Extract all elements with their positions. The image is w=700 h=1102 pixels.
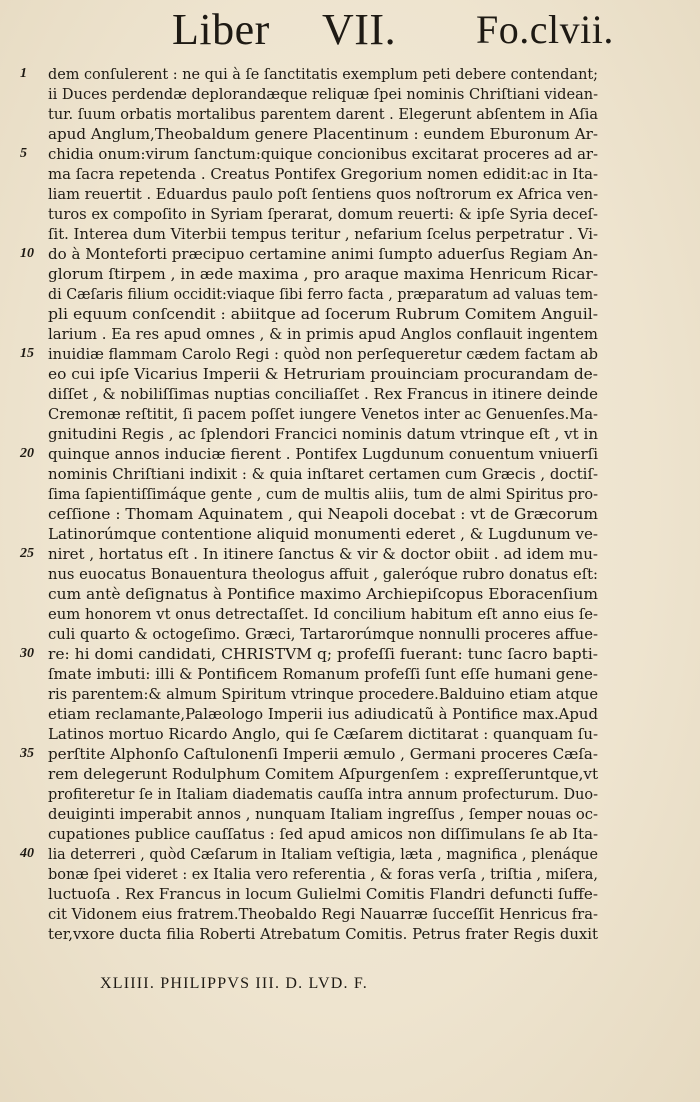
line-number: 1 [20, 66, 27, 81]
header-folio-number: Fo.clvii. [476, 7, 614, 52]
text-line [48, 664, 598, 684]
text-line [48, 704, 598, 724]
line-text: nus euocatus Bonauentura theologus affuit , galeróque rubro donatus eſt: [48, 565, 599, 583]
line-text: ſmate imbuti: illi & Pontificem Romanum profeſſi ſunt eſſe humani gene- [48, 665, 598, 683]
line-text: turos ex compoſito in Syriam ſperarat, domum reuerti: & ipſe Syria deceſ- [48, 205, 598, 223]
header-book-number: VII. [322, 5, 397, 54]
text-line [48, 324, 598, 344]
text-line [20, 64, 599, 84]
text-line [20, 344, 599, 364]
text-line [48, 524, 598, 544]
line-text: luctuoſa . Rex Francus in locum Gulielmi Comitis Flandri defuncti ſuffe- [48, 885, 598, 903]
text-line [48, 304, 598, 324]
line-text: niret , hortatus eſt . In itinere ſanctus & vir & doctor obiit . ad idem mu- [48, 545, 598, 563]
line-text: quinque annos induciæ fierent . Pontifex Lugdunum conuentum vniuerſi [48, 445, 599, 463]
text-line [48, 784, 598, 804]
text-line [48, 904, 598, 924]
line-text: eo cui ipſe Vicarius Imperii & Hetruriam prouinciam procurandam de- [48, 365, 599, 383]
line-number: 40 [20, 846, 34, 861]
line-text: Latinorúmque contentione aliquid monumenti ederet , & Lugdunum ve- [48, 525, 599, 543]
text-line [48, 724, 598, 744]
page-header [0, 6, 700, 54]
text-line [48, 424, 598, 444]
line-text: culi quarto & octogeſimo. Græci, Tartarorúmque nonnulli proceres affue- [48, 625, 598, 643]
text-line [48, 464, 598, 484]
line-text: deuiginti imperabit annos , nunquam Italiam ingreſſus , ſemper nouas oc- [48, 805, 598, 823]
signature-mark: XLIIII. PHILIPPVS III. D. LVD. F. [100, 975, 368, 992]
text-line [20, 444, 599, 464]
text-line [48, 104, 598, 124]
line-text: ſima ſapientiſſimáque gente , cum de multis aliis, tum de almi Spiritus pro- [48, 485, 598, 503]
body-text [20, 64, 599, 944]
line-text: pli equum conſcendit : abiitque ad ſocerum Rubrum Comitem Anguil- [48, 305, 599, 323]
text-line [48, 684, 598, 704]
line-number: 25 [20, 546, 34, 561]
text-line [48, 624, 598, 644]
text-line [48, 584, 598, 604]
text-line [48, 204, 598, 224]
text-line [20, 544, 598, 564]
text-line [20, 244, 598, 264]
line-text: perſtite Alphonſo Caſtulonenſi Imperii æmulo , Germani proceres Cæſa- [48, 745, 599, 763]
line-text: nominis Chriſtiani indixit : & quia inſtaret certamen cum Græcis , doctiſ- [48, 465, 599, 483]
line-text: ii Duces perdendæ deplorandæque reliquæ ſpei nominis Chriſtiani videan- [48, 85, 599, 103]
line-text: liam reuertit . Eduardus paulo poſt ſentiens quos noſtrorum ex Africa ven- [48, 185, 599, 203]
line-text: diſſet , & nobiliſſimas nuptias conciliaſſet . Rex Francus in itinere deinde [48, 385, 598, 403]
line-text: chidia onum:virum ſanctum:quique concionibus excitarat proceres ad ar- [48, 145, 599, 163]
text-line [48, 924, 598, 944]
line-text: Latinos mortuo Ricardo Anglo, qui ſe Cæſarem dictitarat : quanquam ſu- [48, 725, 598, 743]
text-line [48, 564, 598, 584]
line-number: 5 [20, 146, 27, 161]
line-text: glorum ſtirpem , in æde maxima , pro araque maxima Henricum Ricar- [48, 265, 599, 283]
line-number: 20 [20, 446, 34, 461]
line-text: cupationes publice cauſſatus : ſed apud amicos non diſſimulans ſe ab Ita- [48, 825, 598, 843]
text-line [48, 84, 598, 104]
line-number: 35 [20, 746, 34, 761]
text-line [48, 604, 598, 624]
line-text: profiteretur ſe in Italiam diadematis cauſſa intra annum profecturum. Duo- [48, 785, 599, 803]
text-line [48, 864, 598, 884]
line-number: 15 [20, 346, 34, 361]
line-text: apud Anglum,Theobaldum genere Placentinum : eundem Eburonum Ar- [48, 125, 599, 143]
text-line [48, 764, 598, 784]
text-line [20, 844, 598, 864]
text-line [20, 744, 599, 764]
line-text: rem delegerunt Rodulphum Comitem Aſpurgenſem : expreſſeruntque,vt [48, 765, 599, 783]
text-line [20, 644, 599, 664]
line-text: ma ſacra repetenda . Creatus Pontifex Gregorium nomen edidit:ac in Ita- [48, 165, 598, 183]
text-line [48, 884, 598, 904]
line-text: cum antè deſignatus à Pontifice maximo Archiepiſcopus Eboracenſium [48, 585, 598, 603]
text-line [48, 124, 598, 144]
line-number: 30 [20, 646, 34, 661]
text-line [48, 284, 598, 304]
header-book-label: Liber [172, 5, 270, 54]
text-line [48, 804, 598, 824]
line-text: tur. ſuum orbatis mortalibus parentem darent . Elegerunt abſentem in Aſia [48, 105, 599, 123]
text-line [48, 384, 598, 404]
text-line [48, 824, 598, 844]
line-text: lia deterreri , quòd Cæſarum in Italiam veſtigia, læta , magnifica , plenáque [48, 845, 598, 863]
line-text: ter,vxore ducta filia Roberti Atrebatum Comitis. Petrus frater Regis duxit [48, 925, 598, 943]
text-line [48, 404, 598, 424]
line-text: ſit. Interea dum Viterbii tempus teritur , nefarium ſcelus perpetratur . Vi- [48, 225, 598, 243]
line-text: ceſſione : Thomam Aquinatem , qui Neapoli docebat : vt de Græcorum [48, 505, 599, 523]
line-text: bonæ ſpei videret : ex Italia vero referentia , & foras verſa , triſtia , miſera, [48, 865, 599, 883]
line-text: etiam reclamante,Palæologo Imperii ius adiudicatũ à Pontifice max.Apud [48, 705, 599, 723]
line-number: 10 [20, 246, 34, 261]
line-text: re: hi domi candidati, CHRISTVM q; profeſſi fuerant: tunc ſacro bapti- [48, 645, 599, 663]
text-line [48, 224, 598, 244]
line-text: eum honorem vt onus detrectaſſet. Id concilium habitum eſt anno eius ſe- [48, 605, 599, 623]
line-text: inuidiæ flammam Carolo Regi : quòd non perſequeretur cædem factam ab [48, 345, 599, 363]
text-line [48, 184, 598, 204]
line-text: Cremonæ reſtitit, ſi pacem poſſet iungere Venetos inter ac Genuenſes.Ma- [48, 405, 598, 423]
line-text: cit Vidonem eius fratrem.Theobaldo Regi Nauarræ ſucceſſit Henricus fra- [48, 905, 598, 923]
line-text: di Cæſaris filium occidit:viaque ſibi ferro facta , præparatum ad valuas tem- [48, 285, 598, 303]
text-line [48, 364, 598, 384]
line-text: ris parentem:& almum Spiritum vtrinque procedere.Balduino etiam atque [48, 685, 598, 703]
text-line [48, 164, 598, 184]
line-text: gnitudini Regis , ac ſplendori Francici nominis datum vtrinque eſt , vt in [48, 425, 599, 443]
text-line [20, 144, 599, 164]
text-line [48, 264, 598, 284]
line-text: do à Monteforti præcipuo certamine animi ſumpto aduerſus Regiam An- [48, 245, 598, 263]
line-text: larium . Ea res apud omnes , & in primis apud Anglos conflauit ingentem [48, 325, 599, 343]
line-text: dem conſulerent : ne qui à ſe ſanctitatis exemplum peti debere contendant; [48, 65, 599, 83]
text-line [48, 504, 598, 524]
text-line [48, 484, 598, 504]
